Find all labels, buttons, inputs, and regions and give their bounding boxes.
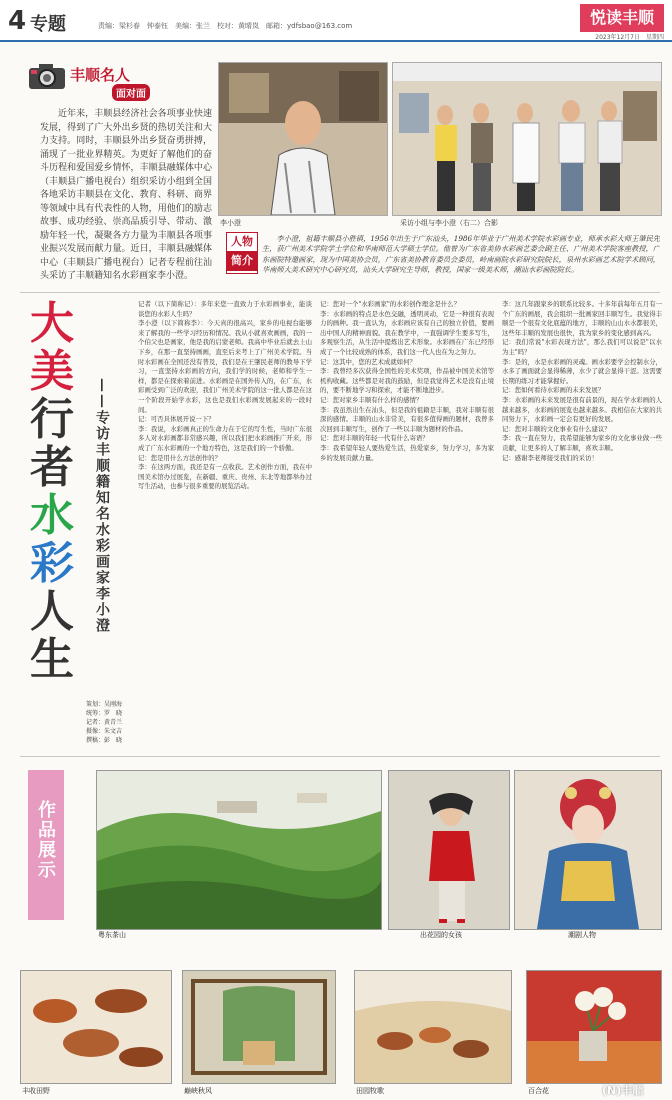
group-caption: 采访小组与李小澄（右二）合影: [400, 219, 498, 227]
title-char: 人: [30, 586, 74, 637]
issue-date: 2023年12月7日 星期四: [595, 34, 664, 41]
artwork-pastoral: [354, 970, 512, 1084]
title-char: 水: [30, 490, 74, 541]
main-title: [30, 300, 86, 684]
brand-logo: 悦读丰顺: [580, 4, 664, 32]
title-char: 彩: [30, 538, 74, 589]
artwork-caption: 出花园的女孩: [420, 931, 462, 939]
artwork-opera-figure: [514, 770, 662, 930]
intro-paragraph: 近年来，丰顺县经济社会各项事业快速发展，得到了广大外出乡贤的热切关注和大力支持。同时，丰顺县外出乡贤奋勇拼搏，涌现了一批业界精英。为更好了解他们的奋斗历程和爱国爱乡情怀，丰顺县融媒体中心（丰顺县广播电视台）组织采访小组到全国各地采访丰顺县在文化、教育、科研、商界等领域中具有代表性的人物，用他们的励志故事、成功经验、崇高品质引导、带动、激励年轻一代，凝聚各方力量为丰顺县各项事业振兴发展而献力量。近日，丰顺县融媒体中心（丰顺县广播电视台）记者专程前往汕头采访了丰顺籍知名水彩画家李小澄。: [40, 109, 212, 281]
gallery-label: 作品展示: [35, 800, 56, 880]
section-title: 专题: [30, 14, 66, 35]
artwork-caption: 百合花: [528, 1087, 549, 1095]
artwork-lilies: [526, 970, 662, 1084]
artwork-garden-girl: [388, 770, 510, 930]
portrait-caption: 李小澄: [220, 219, 241, 227]
title-char: 行: [30, 394, 74, 445]
group-photo: [392, 62, 662, 216]
artwork-canyon-breeze: [182, 970, 336, 1084]
artwork-caption: 巅峡秋风: [184, 1087, 212, 1095]
article-column-3: 李：这几年跟家乡的联系比较多。十多年前每年五月有一个广东的画展，我会组织一批画家回丰顺写生。我觉得丰顺是一个很有文化底蕴的地方，丰顺的山山水水都很美，这些年丰顺的发展也很快，我为家乡的变化感到高兴。 记：我们常说"水彩表现方法"，那么我们可以说是"以水为主"吗？ 李：是的，水是水彩画的灵魂。画水彩要学会控制水分，水多了画面就会显得稀薄，水少了就会显得干涩。这需要长期的练习才能掌握好。 记：您如何看待水彩画的未来发展？ 李：水彩画的未来发展是很有前景的，现在学水彩画的人越来越多，水彩画的展览也越来越多。我相信在大家的共同努力下，水彩画一定会有更好的发展。 记：您对丰顺的文化事业有什么建议？ 李：我一直在努力，我希望能够为家乡的文化事业做一些贡献，让更多的人了解丰顺，喜欢丰顺。 记：感谢李老师接受我们的采访！: [502, 300, 662, 462]
bio-text: 李小澄，祖籍丰顺县小胜镇，1956年出生于广东汕头，1986年毕业于广州美术学院水彩画专业，师承水彩大师王肇民先生，获广州美术学院学士学位和华南师范大学硕士学位。他曾为广东省美协水彩画艺委会副主任、广州美术学院客座教授，广东画院特邀画家，现为中国美协会员，广东省美协教育委员会委员，岭南画院水彩研究院院长，泉州水彩画艺术院学术顾问，华南师大美术研究中心研究员，汕头大学研究生导师，教授，国家一级美术师，潮汕水彩画院院长。: [262, 234, 660, 275]
bio-label-top: 人物: [231, 235, 253, 248]
divider: [20, 756, 660, 757]
title-char: 生: [30, 634, 74, 685]
article-column-2: 记：您对一个"水彩画家"的水彩创作理念是什么？ 李：水彩画的特点是水色交融，透明灵动，它是一种很有表现力的画种。我一直认为，水彩画应该有自己的独立价值，要画出中国人的精神面貌。我在教学中，一直强调学生要多写生，多观察生活，从生活中提炼出艺术形象。水彩画在广东已经形成了一个比较成熟的体系，我们这一代人也在为之努力。 记：这其中，您的艺术成就如何？ 李：我曾经多次获得全国性的美术奖项，作品被中国美术馆等机构收藏。这些都是对我的鼓励，但是我觉得艺术是没有止境的，要不断地学习和探索，才能不断地进步。 记：您对家乡丰顺有什么样的感情？ 李：我虽然出生在汕头，但是我的祖籍是丰顺，我对丰顺有很深的感情。丰顺的山水非常美，有很多值得画的题材，我曾多次回到丰顺写生，创作了一些以丰顺为题材的作品。 记：您对丰顺的年轻一代有什么寄语？ 李：我希望年轻人要热爱生活，热爱家乡，努力学习，多为家乡的发展贡献力量。: [320, 300, 494, 462]
bio-label-bottom: 简介: [227, 251, 257, 271]
title-char: 美: [30, 346, 74, 397]
editor-credits: 责编：梁杉春 钟泰钰 美编：张兰 校对：黄晴岚 邮箱：ydfsbao@163.com: [98, 22, 353, 30]
title-char: 者: [30, 442, 74, 493]
staff-credits: 策划：吴刚海 统筹：罗 晓 记者：黄青兰 摄像：朱文吉 撰稿：彭 晓: [86, 701, 123, 744]
bio-badge: [226, 232, 258, 274]
article-column-1: 记者（以下简称记）：多年来您一直致力于水彩画事业，能谈谈您的水彩人生吗？ 李小澄（以下简称李）：今天真的很高兴，家乡的电视台能够来了解我的一些学习经历和情况。我从小就喜欢画画，我的一个伯父也是画家，他是我的启蒙老师。我高中毕业后就去上山下乡，在那一直坚持画画，直至后来考上了广州美术学院。当时水彩画在全国还没有普及，我们是在王肇民老师的教导下学习，一直坚持水彩画的方向，我们学的时候，老师和学生一样，都是在探索着前进。水彩画是在国外传入的，在广东，水彩画受到广泛的欢迎，我们广州美术学院的这一批人都是在这一个阶段开始学水彩，这也是我们水彩画发展起来的一段时间。 记：可否具体展开说一下？ 李：我说，水彩画真正的生命力在于它的写生性，当时广东很多人对水彩画都非常感兴趣，所以我们把水彩画推广开来，形成了广东水彩画的一个地方特色，这是我们的一个骄傲。 记：您是用什么方法创作的？ 李：在这两方面，我还是有一点收获。艺术创作方面，我在中国美术馆办过展览，在新疆、重庆、贵州、东北等地都举办过写生活动，也参与很多重要的展览活动。: [138, 300, 312, 491]
camera-icon: [28, 62, 66, 90]
title-subtitle: ——专访丰顺籍知名水彩画家李小澄: [94, 378, 110, 634]
artwork-caption: 潮剧人物: [568, 931, 596, 939]
page-number: 4: [8, 6, 27, 36]
artwork-caption: 粤东茶山: [98, 931, 126, 939]
divider: [20, 292, 660, 293]
column-subtitle: 面对面: [112, 84, 150, 101]
artwork-caption: 丰收田野: [22, 1087, 50, 1095]
portrait-photo: [218, 62, 388, 216]
title-char: 大: [30, 298, 74, 349]
artwork-harvest-fields: [20, 970, 172, 1084]
column-title: 丰顺名人: [70, 66, 131, 84]
artwork-tea-mountain: [96, 770, 382, 930]
watermark: (N)丰顺: [602, 1084, 644, 1097]
artwork-caption: 田园牧歌: [356, 1087, 384, 1095]
